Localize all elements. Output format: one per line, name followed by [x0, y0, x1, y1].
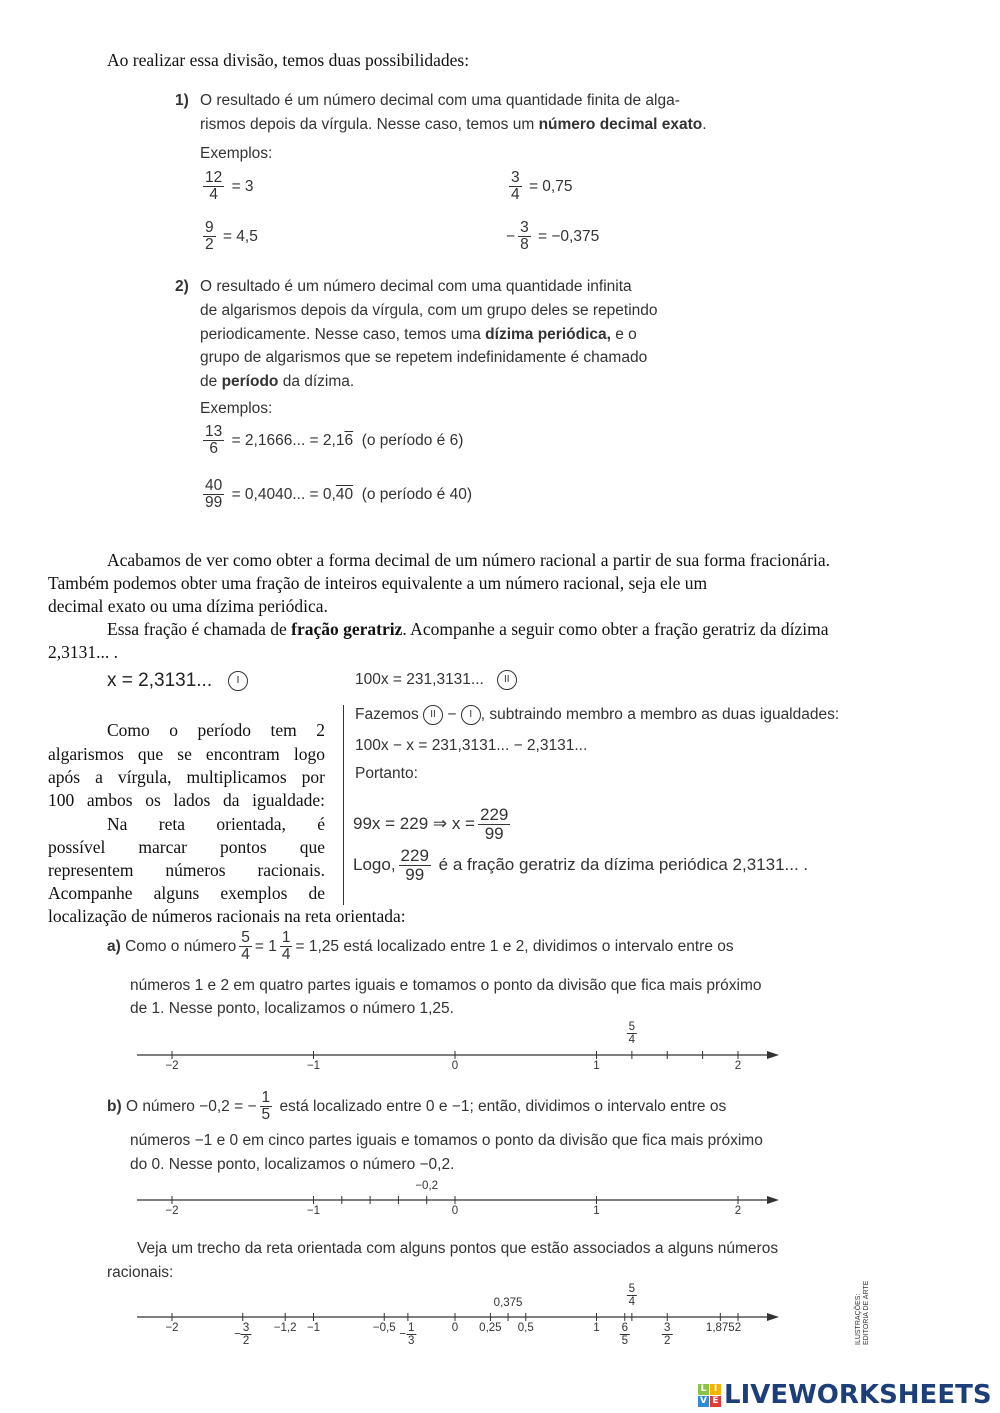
label-circle: II [423, 705, 443, 725]
denominator: 2 [664, 1335, 671, 1348]
text-line: de 1. Nesse ponto, localizamos o número 1,25. [130, 1000, 454, 1017]
item-a [107, 930, 734, 964]
text-line: de algarismos depois da vírgula, com um grupo deles se repetindo [200, 302, 658, 319]
logo-letter: E [710, 1396, 721, 1407]
sign: − [234, 1328, 241, 1341]
text: − [447, 706, 457, 724]
text-line: Veja um trecho da reta orientada com alguns pontos que estão associados a alguns números [137, 1240, 779, 1257]
logo-letter: L [698, 1384, 709, 1395]
text: está localizado entre 0 e −1; então, dividimos o intervalo entre os [279, 1097, 727, 1115]
examples-label: Exemplos: [200, 400, 273, 417]
text-line: números 1 e 2 em quatro partes iguais e tomamos o ponto da divisão que fica mais próximo [130, 977, 762, 994]
note: (o período é 6) [361, 431, 464, 449]
tick-label [415, 1180, 438, 1192]
result-equation [353, 806, 513, 843]
denominator: 4 [241, 946, 250, 964]
tick-label [627, 1021, 637, 1046]
text-line: grupo de algarismos que se repetem indefinidamente é chamado [200, 349, 648, 366]
equation-1 [107, 670, 248, 692]
item-label: a) [107, 937, 121, 955]
numerator: 5 [628, 1021, 636, 1033]
label-text: 1 [593, 1060, 600, 1072]
text: O número −0,2 = − [125, 1097, 257, 1115]
equation: 100x = 231,3131... [355, 671, 484, 689]
paragraph-line: 2,3131... . [48, 642, 118, 662]
numerator: 5 [628, 1283, 636, 1295]
numerator: 1 [261, 1089, 271, 1106]
paragraph-line: possível marcar pontos que [48, 837, 325, 857]
label-text: −1 [306, 1205, 321, 1217]
label-text: 0 [451, 1205, 459, 1217]
denominator: 99 [405, 864, 425, 884]
paragraph-line: Como o período tem 2 [107, 720, 325, 740]
numerator: 1 [281, 929, 291, 946]
denominator: 4 [511, 186, 520, 204]
tick-label [399, 1322, 416, 1347]
text: = 1 [254, 937, 277, 955]
tick-label [735, 1322, 741, 1334]
tick-label [735, 1205, 741, 1217]
denominator: 99 [205, 494, 223, 512]
text: Como o número [125, 937, 237, 955]
paragraph-line: Na reta orientada, é [107, 814, 325, 834]
bold-term: período [221, 373, 279, 390]
label-circle: II [497, 670, 517, 690]
paragraph-line: algarismos que se encontram logo [48, 744, 325, 764]
text-line: Portanto: [355, 765, 418, 782]
example [200, 170, 254, 204]
illustration-credit: ILUSTRAÇÕES: EDITORIA DE ARTE [855, 1280, 870, 1345]
text: . [702, 116, 707, 133]
label-text: −0,2 [415, 1180, 439, 1192]
text-line [200, 116, 707, 134]
period-digits: 40 [335, 485, 354, 503]
tick-label [307, 1205, 320, 1217]
paragraph-line: após a vírgula, multiplicamos por [48, 767, 325, 787]
example [506, 220, 599, 254]
tick-label [452, 1205, 458, 1217]
paragraph-line: decimal exato ou uma dízima periódica. [48, 596, 328, 616]
equation: 100x − x = 231,3131... − 2,3131... [355, 737, 588, 754]
text: da dízima. [278, 373, 355, 390]
number-line-a [137, 1020, 782, 1080]
label-circle: I [461, 705, 481, 725]
text: = 1,25 está localizado entre 1 e 2, dividimos o intervalo entre os [295, 937, 734, 955]
numerator: 5 [241, 929, 250, 946]
text: e o [610, 326, 637, 343]
numerator: 13 [205, 423, 223, 440]
item-label: b) [107, 1097, 122, 1115]
denominator: 2 [242, 1335, 250, 1348]
text: de [200, 373, 222, 390]
label-text: 0,5 [517, 1322, 534, 1334]
label-text: −1 [306, 1060, 321, 1072]
label-text: −2 [165, 1322, 179, 1334]
arrow-icon [767, 1196, 779, 1204]
result: = 2,1666... = 2,1 [231, 431, 345, 449]
number-line-axis [137, 1020, 782, 1080]
label-text: 2 [734, 1060, 742, 1072]
equation-2 [355, 670, 517, 690]
denominator: 2 [205, 236, 214, 254]
label-text: −0,5 [372, 1322, 396, 1334]
logo-letter: V [698, 1396, 709, 1407]
text: Fazemos [355, 706, 419, 724]
label-text: −1,2 [273, 1322, 297, 1334]
numerator: 1 [408, 1322, 415, 1334]
tick-label [593, 1060, 599, 1072]
numerator: 3 [664, 1322, 671, 1334]
text-line [200, 326, 637, 344]
bold-term: fração geratriz [291, 619, 403, 639]
numerator: 6 [621, 1322, 628, 1334]
number-line-c [137, 1282, 782, 1348]
result: = 4,5 [222, 227, 258, 245]
numerator: 40 [205, 477, 223, 494]
tick-label [627, 1283, 637, 1308]
label-text: 0,375 [493, 1297, 523, 1309]
arrow-icon [767, 1051, 779, 1059]
tick-label [373, 1322, 396, 1334]
result: = 3 [231, 177, 254, 195]
label-text: 0 [451, 1322, 459, 1334]
tick-label [165, 1060, 178, 1072]
label-text: 1 [593, 1322, 600, 1334]
sign: − [506, 227, 516, 245]
label-text: 0,25 [479, 1322, 502, 1334]
text: é a fração geratriz da dízima periódica 2,3131... . [438, 854, 809, 874]
tick-label [735, 1060, 741, 1072]
intro-text: Ao realizar essa divisão, temos duas possibilidades: [107, 50, 470, 70]
paragraph-line: Também podemos obter uma fração de inteiros equivalente a um número racional, seja ele um [48, 573, 708, 593]
column-divider [343, 705, 344, 905]
equation: x = 2,3131... [107, 670, 213, 691]
tick-label [452, 1322, 458, 1334]
numerator: 12 [205, 169, 223, 186]
item-b [107, 1090, 726, 1124]
number-line-axis [137, 1165, 782, 1225]
denominator: 4 [628, 1296, 636, 1309]
denominator: 5 [621, 1335, 628, 1348]
example [200, 424, 463, 458]
item-number: 2) [175, 278, 189, 295]
note: (o período é 40) [361, 485, 473, 503]
label-text: −1 [306, 1322, 321, 1334]
numerator: 3 [242, 1322, 250, 1334]
result: = 0,4040... = 0, [231, 485, 336, 503]
text-line: racionais: [107, 1264, 174, 1281]
label-text: 2 [734, 1322, 742, 1334]
paragraph-line: Acabamos de ver como obter a forma decimal de um número racional a partir de sua forma fracionária. [107, 550, 831, 570]
label-text: 2 [734, 1205, 742, 1217]
label-text: 1,875 [705, 1322, 735, 1334]
tick-label [593, 1322, 599, 1334]
denominator: 4 [209, 186, 218, 204]
paragraph-line: Acompanhe alguns exemplos de [48, 883, 325, 903]
numerator: 3 [520, 219, 529, 236]
label-text: 1 [593, 1205, 600, 1217]
conclusion [353, 847, 808, 884]
sign: − [399, 1328, 407, 1341]
text: rismos depois da vírgula. Nesse caso, temos um [200, 116, 539, 133]
example [506, 170, 572, 204]
tick-label [274, 1322, 297, 1334]
logo-letter: I [710, 1384, 721, 1395]
tick-label [494, 1297, 523, 1309]
tick-label [307, 1060, 320, 1072]
text-line: O resultado é um número decimal com uma quantidade finita de alga- [200, 92, 680, 109]
text-line: do 0. Nesse ponto, localizamos o número −0,2. [130, 1156, 455, 1173]
numerator: 229 [480, 805, 509, 824]
subtraction-note [355, 705, 839, 725]
label-text: −2 [165, 1205, 179, 1217]
logo-squares [698, 1384, 721, 1407]
numerator: 229 [400, 846, 429, 865]
logo-text: LIVEWORKSHEETS [724, 1380, 992, 1410]
tick-label [479, 1322, 501, 1334]
equation: 99x = 229 ⇒ x = [353, 813, 475, 833]
tick-label [307, 1322, 320, 1334]
text-line: números −1 e 0 em cinco partes iguais e tomamos o ponto da divisão que fica mais próximo [130, 1132, 763, 1149]
denominator: 8 [520, 236, 529, 254]
text-line: O resultado é um número decimal com uma quantidade infinita [200, 278, 632, 295]
text: Logo, [353, 854, 396, 874]
item-number: 1) [175, 92, 189, 109]
denominator: 3 [408, 1335, 415, 1348]
denominator: 99 [484, 823, 504, 843]
tick-label [165, 1205, 178, 1217]
text: periodicamente. Nesse caso, temos uma [200, 326, 486, 343]
example [200, 478, 472, 512]
paragraph-line: representem números racionais. [48, 860, 325, 880]
tick-label [452, 1060, 458, 1072]
label-text: 0 [451, 1060, 459, 1072]
tick-label [662, 1322, 672, 1347]
result: = −0,375 [538, 227, 600, 245]
bold-term: número decimal exato [538, 116, 703, 133]
numerator: 9 [205, 219, 214, 236]
paragraph-line: 100 ambos os lados da igualdade: [48, 790, 325, 810]
tick-label [165, 1322, 178, 1334]
examples-label: Exemplos: [200, 145, 273, 162]
liveworksheets-logo [698, 1380, 992, 1410]
arrow-icon [767, 1313, 779, 1321]
tick-label [518, 1322, 534, 1334]
label-text: −2 [165, 1060, 179, 1072]
denominator: 5 [261, 1106, 271, 1124]
text: Essa fração é chamada de [107, 619, 292, 639]
tick-label [620, 1322, 630, 1347]
denominator: 4 [281, 946, 291, 964]
text: . Acompanhe a seguir como obter a fração geratriz da dízima [402, 619, 829, 639]
text: , subtraindo membro a membro as duas igualdades: [480, 706, 840, 724]
numerator: 3 [511, 169, 520, 186]
bold-term: dízima periódica, [485, 326, 611, 343]
example [200, 220, 258, 254]
paragraph-line [107, 619, 829, 640]
denominator: 6 [209, 440, 218, 458]
paragraph-line: localização de números racionais na reta orientada: [48, 906, 406, 926]
label-circle: I [228, 671, 248, 691]
tick-label [706, 1322, 735, 1334]
denominator: 4 [628, 1034, 636, 1047]
period-digits: 6 [344, 431, 354, 449]
text-line [200, 373, 354, 391]
tick-label [234, 1322, 251, 1347]
number-line-b [137, 1165, 782, 1225]
result: = 0,75 [528, 177, 573, 195]
tick-label [593, 1205, 599, 1217]
